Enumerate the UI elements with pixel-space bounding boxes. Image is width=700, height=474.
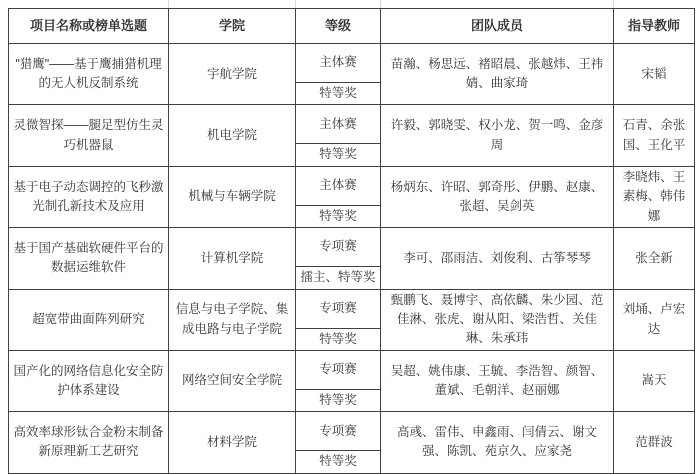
college-cell: 信息与电子学院、集成电路与电子学院 xyxy=(169,289,296,350)
table-row xyxy=(9,44,695,83)
table-row xyxy=(9,412,695,451)
project-cell: 基于电子动态调控的飞秒激光制孔新技术及应用 xyxy=(9,166,169,227)
college-cell: 网络空间安全学院 xyxy=(169,350,296,411)
college-cell: 机械与车辆学院 xyxy=(169,166,296,227)
table-row xyxy=(9,166,695,205)
teachers-cell: 刘埇、卢宏达 xyxy=(614,289,695,350)
table-row xyxy=(9,228,695,267)
level-cell: 专项赛 xyxy=(296,412,381,451)
table-body xyxy=(9,44,695,474)
gridline xyxy=(380,0,381,8)
gridline xyxy=(295,0,296,8)
gridline xyxy=(168,0,169,8)
members-cell: 苗瀚、杨思远、褚昭晨、张越炜、王祎婧、曲家琦 xyxy=(381,44,614,105)
college-cell: 材料学院 xyxy=(169,412,296,473)
project-cell: 国产化的网络信息化安全防护体系建设 xyxy=(9,350,169,411)
award-cell: 擂主、特等奖 xyxy=(296,267,381,289)
award-cell: 特等奖 xyxy=(296,205,381,227)
header-members: 团队成员 xyxy=(381,9,614,44)
level-cell: 主体赛 xyxy=(296,166,381,205)
teachers-cell: 张全新 xyxy=(614,228,695,289)
members-cell: 许毅、郭晓雯、权小龙、贺一鸣、金彦周 xyxy=(381,105,614,166)
teachers-cell: 范群波 xyxy=(614,412,695,473)
level-cell: 专项赛 xyxy=(296,289,381,328)
college-cell: 机电学院 xyxy=(169,105,296,166)
table-row xyxy=(9,350,695,389)
award-cell: 特等奖 xyxy=(296,83,381,105)
college-cell: 宇航学院 xyxy=(169,44,296,105)
project-cell: 灵微智探——腿足型仿生灵巧机器鼠 xyxy=(9,105,169,166)
project-cell: 超宽带曲面阵列研究 xyxy=(9,289,169,350)
project-cell: 基于国产基础软硬件平台的数据运维软件 xyxy=(9,228,169,289)
level-cell: 专项赛 xyxy=(296,228,381,267)
college-cell: 计算机学院 xyxy=(169,228,296,289)
members-cell: 吴超、姚伟康、王毓、李浩智、颜智、董斌、毛朝洋、赵丽娜 xyxy=(381,350,614,411)
project-cell: 高效率球形钛合金粉末制备新原理新工艺研究 xyxy=(9,412,169,473)
table-header xyxy=(9,9,695,44)
award-cell: 特等奖 xyxy=(296,144,381,166)
header-level: 等级 xyxy=(296,9,381,44)
teachers-cell: 宋韬 xyxy=(614,44,695,105)
header-project: 项目名称或榜单选题 xyxy=(9,9,169,44)
gridline xyxy=(613,0,614,8)
header-row xyxy=(9,9,695,44)
header-teachers: 指导教师 xyxy=(614,9,695,44)
award-cell: 特等奖 xyxy=(296,328,381,350)
level-cell: 专项赛 xyxy=(296,350,381,389)
award-cell: 特等奖 xyxy=(296,451,381,473)
members-cell: 杨炳东、许昭、郭奇彤、伊鹏、赵康、张超、吴剑英 xyxy=(381,166,614,227)
teachers-cell: 嵩天 xyxy=(614,350,695,411)
members-cell: 高彧、雷伟、申鑫雨、闫倩云、谢文强、陈凯、苑京久、应家尧 xyxy=(381,412,614,473)
award-cell: 特等奖 xyxy=(296,389,381,411)
level-cell: 主体赛 xyxy=(296,105,381,144)
project-cell: "猎鹰"——基于鹰捕猎机理的无人机反制系统 xyxy=(9,44,169,105)
table-row xyxy=(9,289,695,328)
award-table xyxy=(8,8,695,474)
level-cell: 主体赛 xyxy=(296,44,381,83)
teachers-cell: 石青、余张国、王化平 xyxy=(614,105,695,166)
teachers-cell: 李晓炜、王素梅、韩伟娜 xyxy=(614,166,695,227)
header-college: 学院 xyxy=(169,9,296,44)
table-row xyxy=(9,105,695,144)
members-cell: 李可、邵雨洁、刘俊利、古筝琴琴 xyxy=(381,228,614,289)
members-cell: 甄鹏飞、聂博宇、高依麟、朱少园、范佳淋、张虎、谢从阳、梁浩哲、关佳琳、朱承玮 xyxy=(381,289,614,350)
